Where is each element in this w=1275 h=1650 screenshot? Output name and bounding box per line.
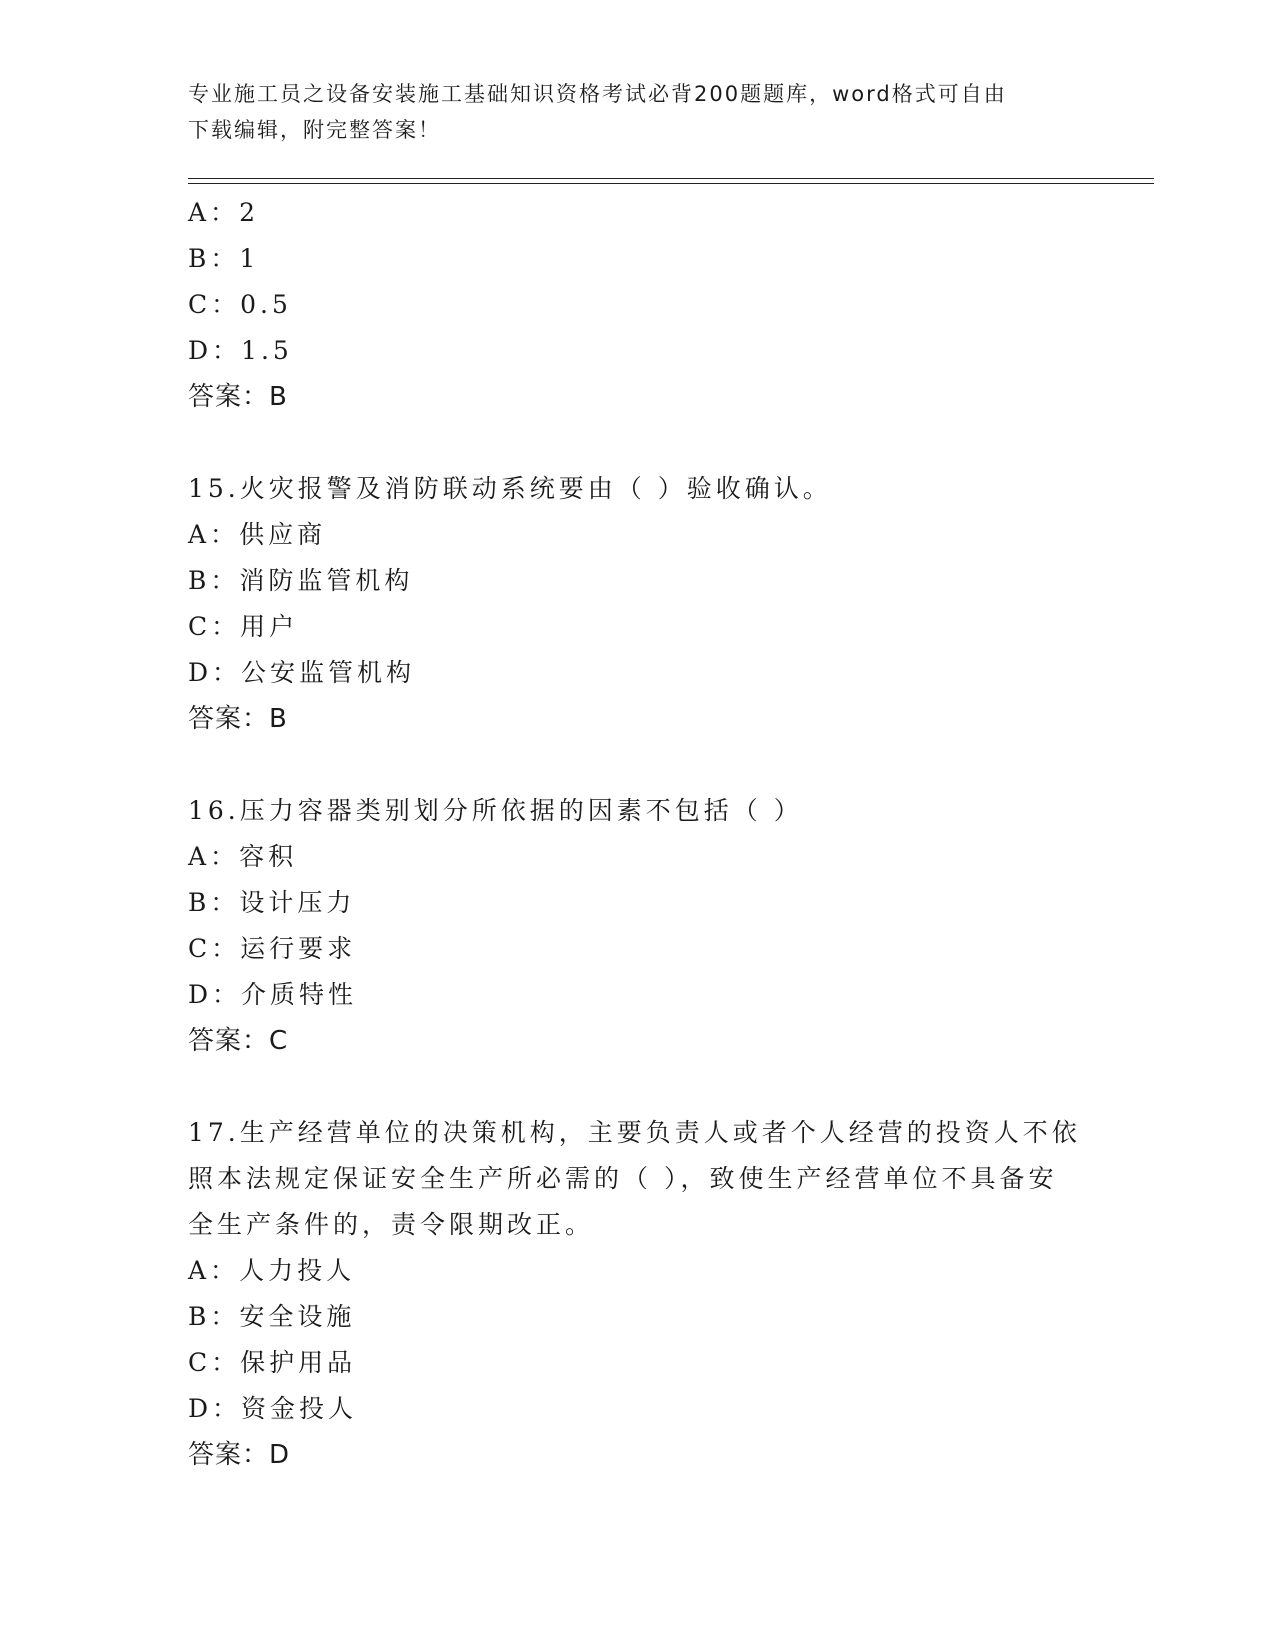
option-b: B：设计压力 <box>188 888 356 917</box>
option-b: B：1 <box>188 244 260 273</box>
question-text: 16.压力容器类别划分所依据的因素不包括（ ） <box>188 796 803 825</box>
question-text-line-3: 全生产条件的，责令限期改正。 <box>188 1210 595 1239</box>
option-a: A：供应商 <box>188 520 327 549</box>
question-16 <box>188 788 1088 1064</box>
header-line-2: 下载编辑，附完整答案！ <box>188 118 441 142</box>
option-d: D：1.5 <box>188 336 293 365</box>
option-d: D：资金投人 <box>188 1394 358 1423</box>
question-text-line-1: 17.生产经营单位的决策机构，主要负责人或者个人经营的投资人不依 <box>188 1118 1081 1147</box>
header-divider-top <box>188 178 1154 179</box>
option-a: A：2 <box>188 198 259 227</box>
option-d: D：介质特性 <box>188 980 358 1009</box>
option-a: A：人力投人 <box>188 1256 356 1285</box>
question-text: 15.火灾报警及消防联动系统要由（ ）验收确认。 <box>188 474 832 503</box>
header-line-1: 专业施工员之设备安装施工基础知识资格考试必背200题题库，word格式可自由 <box>188 82 1007 106</box>
option-c: C：0.5 <box>188 290 292 319</box>
document-header <box>188 76 1088 148</box>
answer-line: 答案：B <box>188 382 288 412</box>
header-divider-bottom <box>188 183 1154 184</box>
answer-line: 答案：D <box>188 1440 291 1470</box>
option-b: B：安全设施 <box>188 1302 356 1331</box>
answer-line: 答案：B <box>188 704 288 734</box>
answer-line: 答案：C <box>188 1026 289 1056</box>
question-list <box>188 190 1088 1478</box>
question-15 <box>188 466 1088 742</box>
question-17 <box>188 1110 1088 1478</box>
question-partial <box>188 190 1088 420</box>
option-b: B：消防监管机构 <box>188 566 414 595</box>
option-c: C：运行要求 <box>188 934 357 963</box>
option-a: A：容积 <box>188 842 298 871</box>
option-c: C：保护用品 <box>188 1348 357 1377</box>
option-c: C：用户 <box>188 612 299 641</box>
option-d: D：公安监管机构 <box>188 658 416 687</box>
question-text-line-2: 照本法规定保证安全生产所必需的（ ），致使生产经营单位不具备安 <box>188 1164 1058 1193</box>
